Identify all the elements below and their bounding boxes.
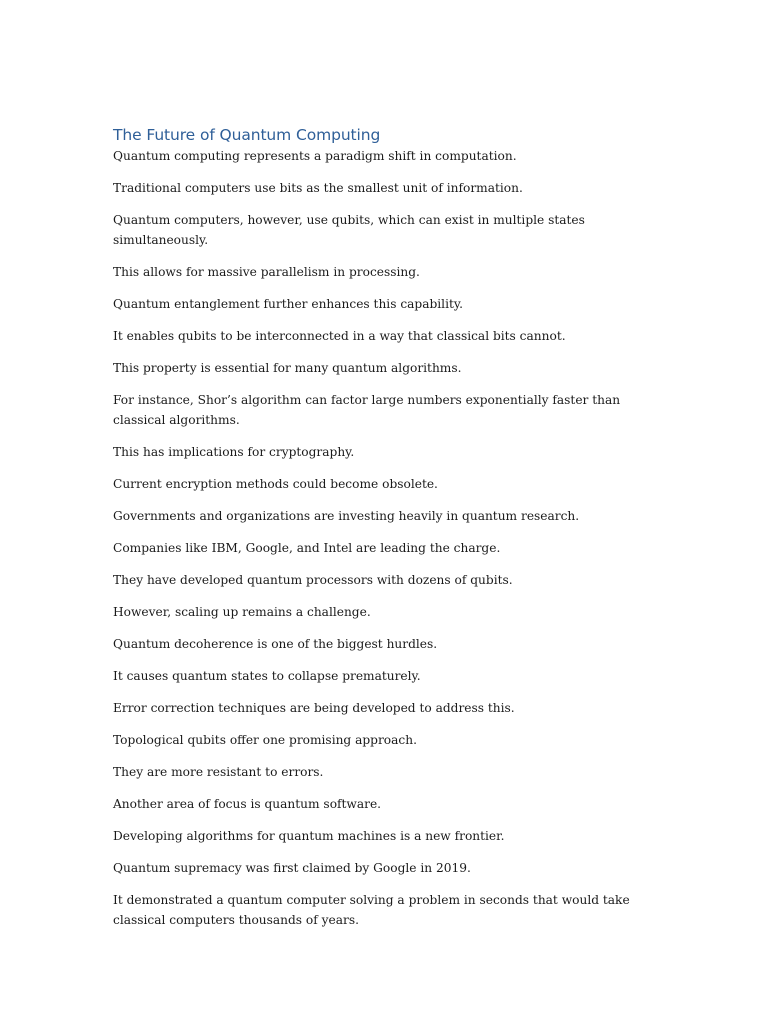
paragraph: It demonstrated a quantum computer solving a problem in seconds that would take classical computers thousands of years.: [113, 893, 630, 927]
document-body: [113, 124, 673, 942]
paragraph: Companies like IBM, Google, and Intel are leading the charge.: [113, 541, 501, 555]
paragraph: Quantum computers, however, use qubits, which can exist in multiple states simultaneously.: [113, 213, 585, 247]
paragraph: Quantum computing represents a paradigm shift in computation.: [113, 149, 517, 163]
paragraph: It causes quantum states to collapse prematurely.: [113, 669, 421, 683]
paragraph: They have developed quantum processors with dozens of qubits.: [113, 573, 513, 587]
paragraph: This property is essential for many quantum algorithms.: [113, 361, 462, 375]
paragraph: For instance, Shor’s algorithm can factor large numbers exponentially faster than classical algorithms.: [113, 393, 621, 427]
paragraph: Current encryption methods could become obsolete.: [113, 477, 438, 491]
paragraph: Developing algorithms for quantum machines is a new frontier.: [113, 829, 505, 843]
paragraph: This allows for massive parallelism in processing.: [113, 265, 420, 279]
paragraph: They are more resistant to errors.: [113, 765, 324, 779]
paragraph: Another area of focus is quantum software.: [113, 797, 382, 811]
paragraph: Quantum entanglement further enhances this capability.: [113, 297, 464, 311]
paragraph: Error correction techniques are being developed to address this.: [113, 701, 515, 715]
paragraph: However, scaling up remains a challenge.: [113, 605, 371, 619]
paragraph: Topological qubits offer one promising approach.: [113, 733, 417, 747]
paragraph: Governments and organizations are investing heavily in quantum research.: [113, 509, 580, 523]
paragraph: It enables qubits to be interconnected in a way that classical bits cannot.: [113, 329, 566, 343]
paragraph: Traditional computers use bits as the smallest unit of information.: [113, 181, 523, 195]
paragraph: This has implications for cryptography.: [113, 445, 355, 459]
paragraph-list: [113, 146, 673, 930]
paragraph: Quantum decoherence is one of the biggest hurdles.: [113, 637, 438, 651]
document-title: The Future of Quantum Computing: [113, 126, 381, 144]
paragraph: Quantum supremacy was first claimed by Google in 2019.: [113, 861, 471, 875]
